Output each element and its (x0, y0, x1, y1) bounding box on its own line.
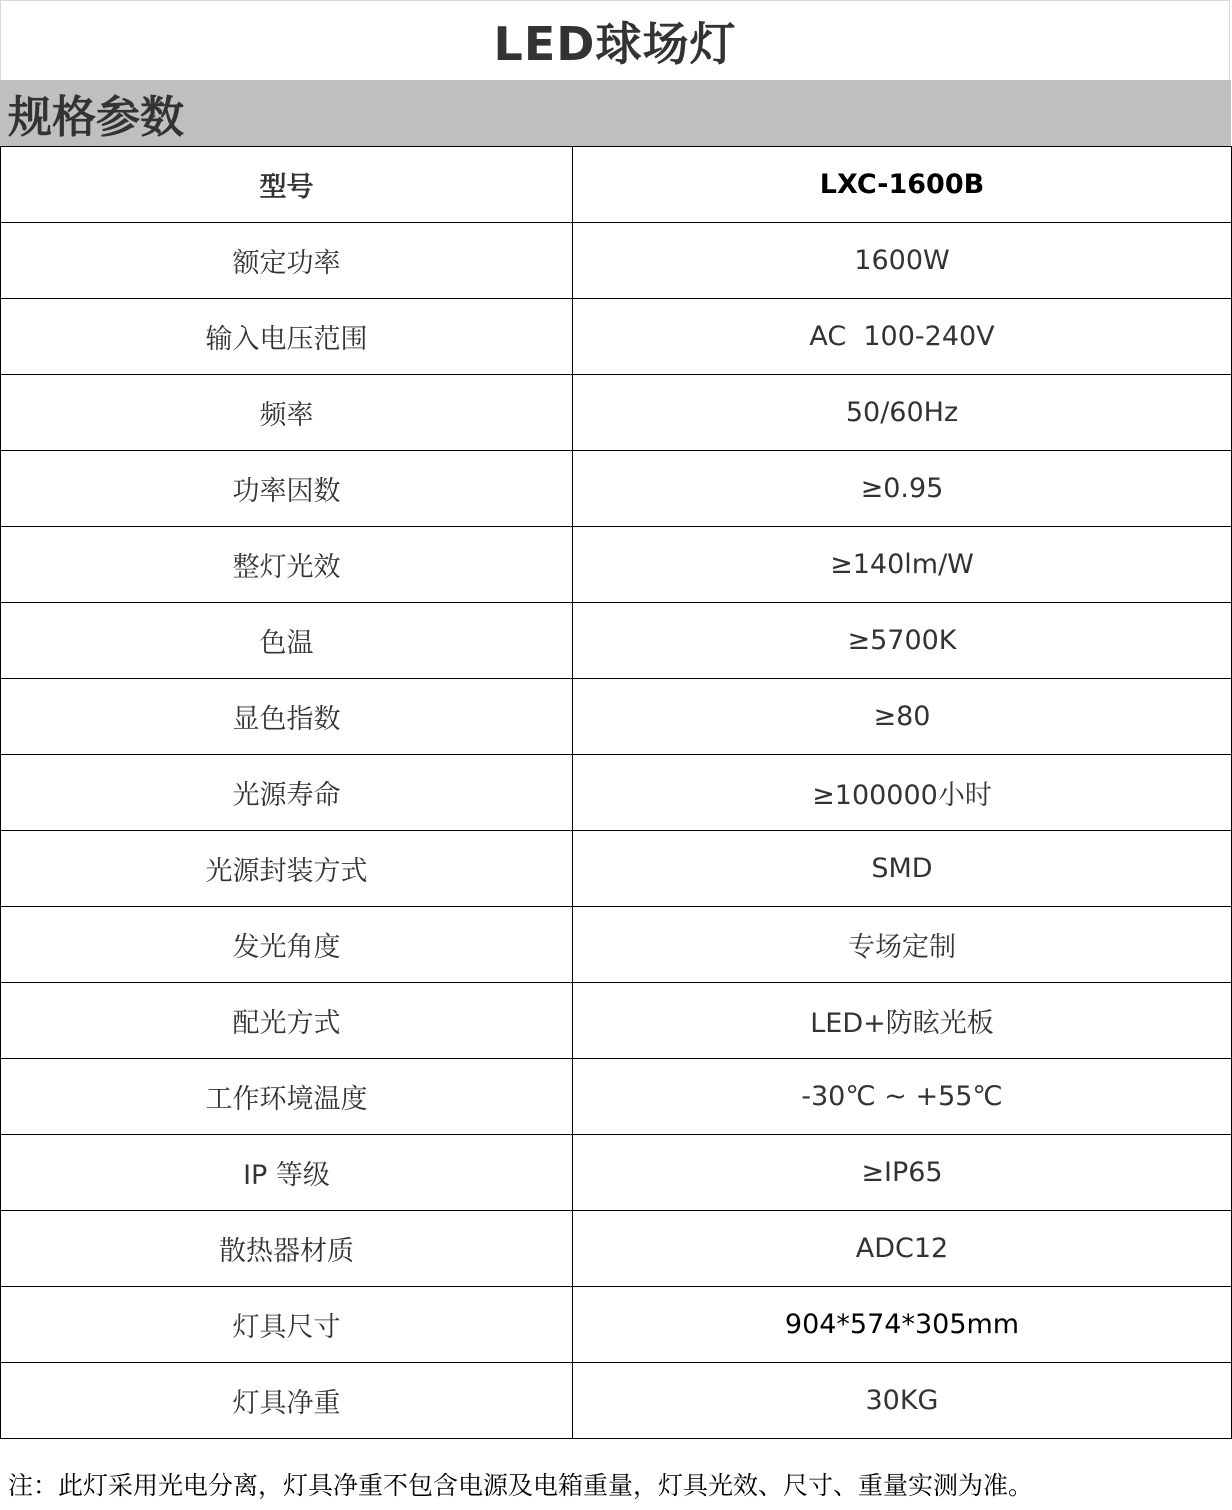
table-row (1, 1211, 1232, 1287)
footnote: 注：此灯采用光电分离，灯具净重不包含电源及电箱重量，灯具光效、尺寸、重量实测为准。 (8, 1471, 1034, 1500)
spec-label: 色温 (1, 603, 573, 679)
spec-label: 发光角度 (1, 907, 573, 983)
spec-label: 额定功率 (1, 223, 573, 299)
header-value: LXC-1600B (573, 147, 1232, 223)
title-bar (0, 0, 1230, 80)
table-row (1, 983, 1232, 1059)
spec-value: ≥140lm/W (573, 527, 1232, 603)
spec-label: IP 等级 (1, 1135, 573, 1211)
header-label: 型号 (1, 147, 573, 223)
spec-label: 显色指数 (1, 679, 573, 755)
spec-value: SMD (573, 831, 1232, 907)
spec-label: 光源封装方式 (1, 831, 573, 907)
table-row (1, 451, 1232, 527)
spec-value: 30KG (573, 1363, 1232, 1439)
table-row (1, 1135, 1232, 1211)
spec-value: 专场定制 (573, 907, 1232, 983)
spec-label: 灯具尺寸 (1, 1287, 573, 1363)
spec-value: ≥80 (573, 679, 1232, 755)
table-row (1, 1059, 1232, 1135)
spec-value: AC 100-240V (573, 299, 1232, 375)
spec-label: 功率因数 (1, 451, 573, 527)
table-row (1, 1363, 1232, 1439)
table-row (1, 375, 1232, 451)
table-header-row (1, 147, 1232, 223)
spec-value: LED+防眩光板 (573, 983, 1232, 1059)
table-row (1, 831, 1232, 907)
section-title: 规格参数 (8, 92, 184, 143)
table-row (1, 223, 1232, 299)
table-row (1, 907, 1232, 983)
spec-value: 50/60Hz (573, 375, 1232, 451)
spec-label: 配光方式 (1, 983, 573, 1059)
table-row (1, 755, 1232, 831)
spec-label: 散热器材质 (1, 1211, 573, 1287)
spec-label: 频率 (1, 375, 573, 451)
table-row (1, 527, 1232, 603)
spec-value: 1600W (573, 223, 1232, 299)
table-row (1, 299, 1232, 375)
table-row (1, 1287, 1232, 1363)
spec-label: 输入电压范围 (1, 299, 573, 375)
spec-label: 灯具净重 (1, 1363, 573, 1439)
table-row (1, 679, 1232, 755)
page-title: LED球场灯 (493, 16, 737, 71)
spec-value: -30℃ ~ +55℃ (573, 1059, 1232, 1135)
spec-value: ≥IP65 (573, 1135, 1232, 1211)
spec-label: 整灯光效 (1, 527, 573, 603)
spec-label: 光源寿命 (1, 755, 573, 831)
spec-value: ADC12 (573, 1211, 1232, 1287)
spec-value: ≥100000小时 (573, 755, 1232, 831)
spec-value: ≥5700K (573, 603, 1232, 679)
table-row (1, 603, 1232, 679)
spec-label: 工作环境温度 (1, 1059, 573, 1135)
spec-value: ≥0.95 (573, 451, 1232, 527)
spec-table (0, 146, 1232, 1439)
spec-value: 904*574*305mm (573, 1287, 1232, 1363)
section-header (0, 80, 1231, 146)
